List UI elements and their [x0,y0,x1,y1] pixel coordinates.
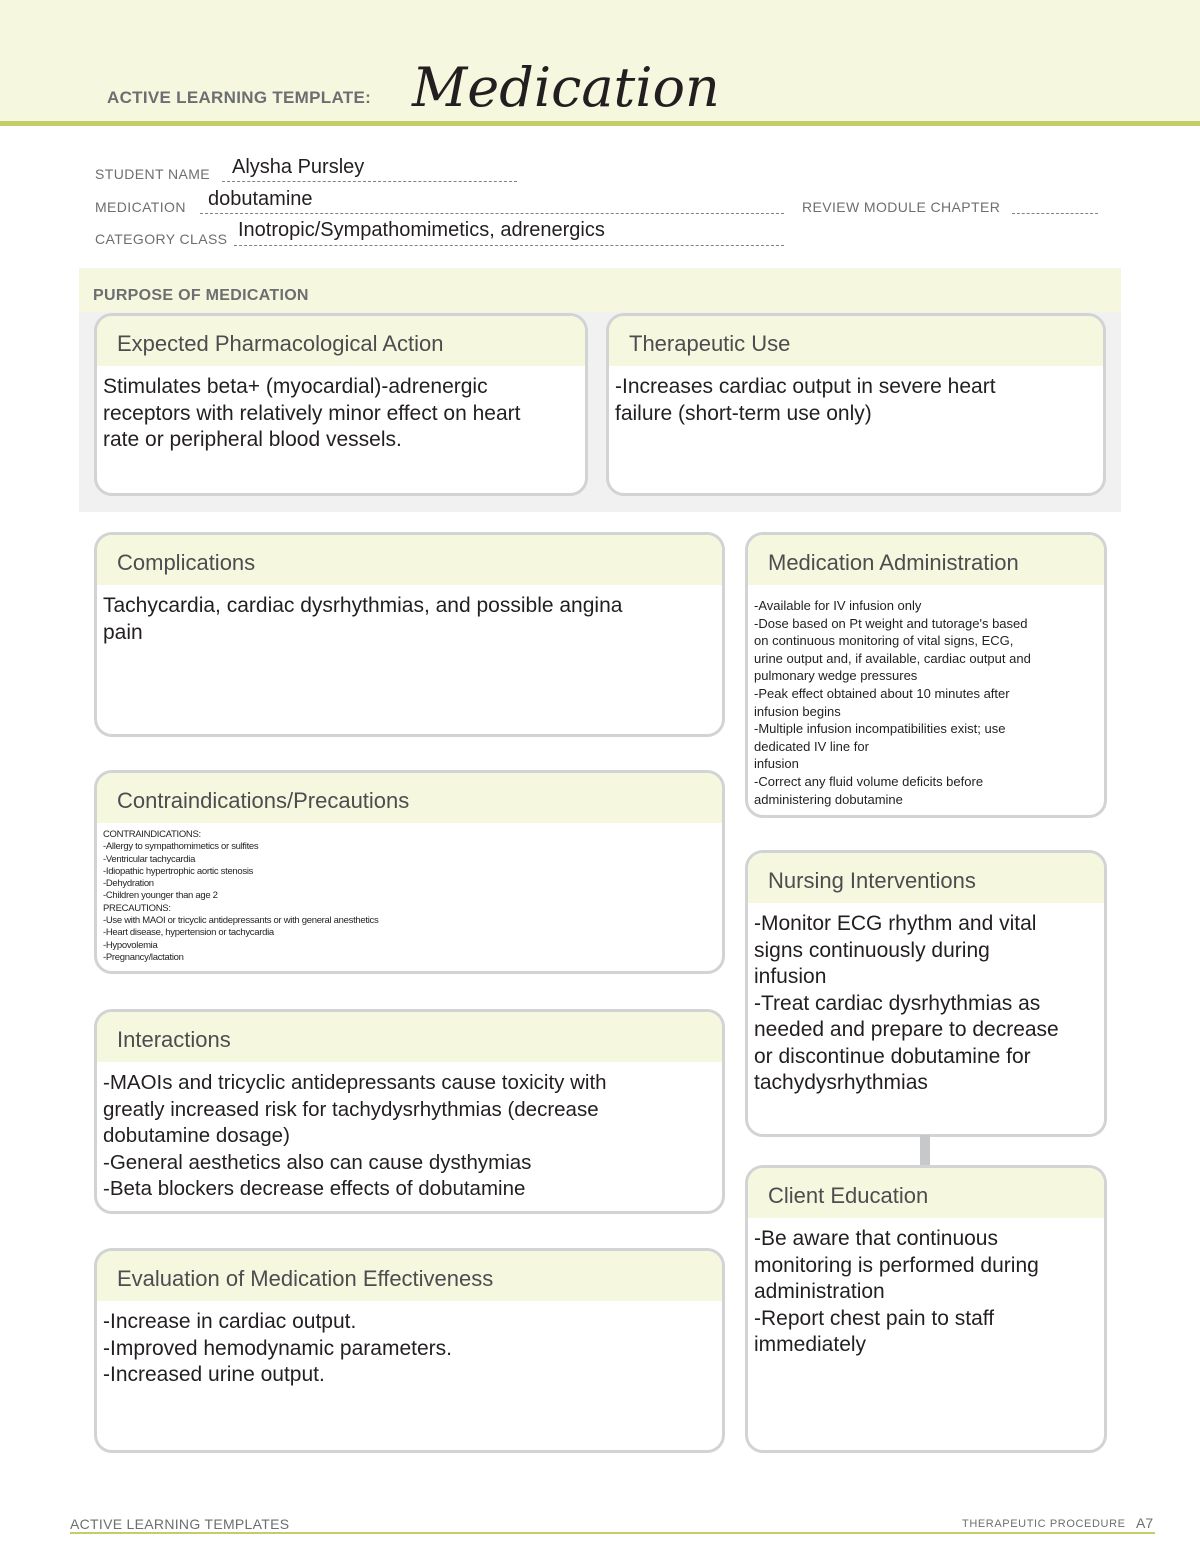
category-class-label: CATEGORY CLASS [95,231,228,247]
student-name-value[interactable]: Alysha Pursley [232,156,365,178]
complications-box [94,532,725,737]
contraindications-title: Contraindications/Precautions [97,773,722,823]
client-education-text[interactable]: -Be aware that continuous monitoring is performed during administration -Report chest pain to staff immediately [754,1227,1039,1356]
footer-page-number: A7 [1136,1515,1154,1531]
medication-administration-text[interactable]: -Available for IV infusion only -Dose based on Pt weight and tutorage's based on continuous monitoring of vital signs, ECG, urine output and, if available, cardiac output and pulmonary wedge pressures -Peak effect obtained about 10 minutes after infusion begins -Multiple infusion incompatibilities exist; use dedicated IV line for infusion -Correct any fluid volume deficits before administering dobutamine [754,598,1031,807]
student-name-label: STUDENT NAME [95,166,210,182]
evaluation-text[interactable]: -Increase in cardiac output. -Improved hemodynamic parameters. -Increased urine output. [103,1310,452,1386]
medication-administration-title: Medication Administration [748,535,1104,585]
nursing-interventions-title: Nursing Interventions [748,853,1104,903]
footer-divider [70,1532,1155,1534]
client-education-box [745,1165,1107,1453]
medication-line [200,213,784,214]
contraindications-text[interactable]: CONTRAINDICATIONS: -Allergy to sympathomimetics or sulfites -Ventricular tachycardia -Idiopathic hypertrophic aortic stenosis -Dehydration -Children younger than age 2 PRECAUTIONS: -Use with MAOI or tricyclic antidepressants or with general anesthetics -Heart disease, hypertension or tachycardia -Hypovolemia -Pregnancy/lactation [103,829,379,963]
template-label: ACTIVE LEARNING TEMPLATE: [107,88,372,107]
review-module-line [1012,213,1098,214]
interactions-text[interactable]: -MAOIs and tricyclic antidepressants cause toxicity with greatly increased risk for tachydysrhythmias (decrease dobutamine dosage) -General aesthetics also can cause dysthymias -Beta blockers decrease effects of dobutamine [103,1071,607,1200]
contraindications-box [94,770,725,974]
therapeutic-use-text[interactable]: -Increases cardiac output in severe heart failure (short-term use only) [615,375,996,425]
header-divider [0,121,1200,126]
footer-left-text: ACTIVE LEARNING TEMPLATES [70,1516,290,1532]
template-title: Medication [412,56,720,119]
medication-administration-box [745,532,1107,818]
complications-title: Complications [97,535,722,585]
expected-action-box [94,313,588,496]
client-education-title: Client Education [748,1168,1104,1218]
footer-right-text: THERAPEUTIC PROCEDURE [962,1518,1126,1530]
review-module-label: REVIEW MODULE CHAPTER [802,199,1001,215]
medication-value[interactable]: dobutamine [208,188,313,210]
therapeutic-use-box [606,313,1106,496]
nursing-interventions-box [745,850,1107,1137]
category-class-value[interactable]: Inotropic/Sympathomimetics, adrenergics [238,219,605,241]
evaluation-title: Evaluation of Medication Effectiveness [97,1251,722,1301]
expected-action-title: Expected Pharmacological Action [97,316,585,366]
purpose-title: PURPOSE OF MEDICATION [93,287,309,304]
expected-action-text[interactable]: Stimulates beta+ (myocardial)-adrenergic receptors with relatively minor effect on heart rate or peripheral blood vessels. [103,375,521,451]
nursing-interventions-text[interactable]: -Monitor ECG rhythm and vital signs continuously during infusion -Treat cardiac dysrhythmias as needed and prepare to decrease or discontinue dobutamine for tachydysrhythmias [754,912,1059,1094]
medication-label: MEDICATION [95,199,186,215]
student-name-line [222,181,517,182]
complications-text[interactable]: Tachycardia, cardiac dysrhythmias, and possible angina pain [103,594,623,644]
evaluation-box [94,1248,725,1453]
therapeutic-use-title: Therapeutic Use [609,316,1103,366]
interactions-box [94,1009,725,1214]
connector-bar [920,1135,930,1165]
category-class-line [234,245,784,246]
interactions-title: Interactions [97,1012,722,1062]
